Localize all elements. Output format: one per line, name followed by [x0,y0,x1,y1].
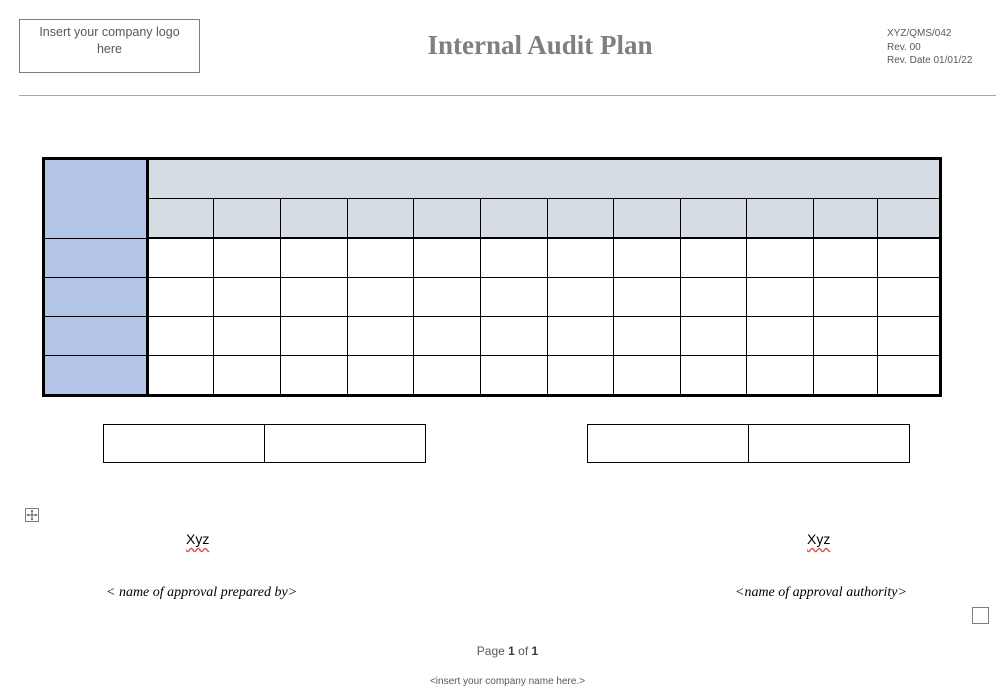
table-cell[interactable] [148,278,214,317]
table-cell[interactable] [281,278,348,317]
row-label-cell[interactable] [44,238,148,278]
footer-company-name: <insert your company name here.> [429,676,586,687]
subheader-cell[interactable] [814,199,878,239]
table-cell[interactable] [214,317,281,356]
signature-cell[interactable] [749,425,910,463]
prepared-by-role: < name of approval prepared by> [106,585,298,600]
table-cell[interactable] [214,278,281,317]
table-cell[interactable] [481,238,548,278]
table-row [44,278,941,317]
table-cell[interactable] [878,356,941,396]
table-cell[interactable] [281,356,348,396]
table-cell[interactable] [747,238,814,278]
table-cell[interactable] [614,238,681,278]
table-cell[interactable] [548,356,614,396]
page-number [0,644,1005,658]
table-cell[interactable] [681,278,747,317]
table-cell[interactable] [414,238,481,278]
subheader-cell[interactable] [414,199,481,239]
document-title: Internal Audit Plan [427,30,653,60]
table-row [44,238,941,278]
table-cell[interactable] [348,317,414,356]
subheader-cell[interactable] [348,199,414,239]
table-cell[interactable] [878,317,941,356]
page-total: 1 [531,644,539,658]
table-cell[interactable] [348,278,414,317]
table-cell[interactable] [281,238,348,278]
table-resize-handle[interactable] [972,607,989,624]
table-header-span-cell[interactable] [148,159,941,199]
table-cell[interactable] [214,238,281,278]
company-logo-placeholder [19,19,200,73]
signature-cell[interactable] [104,425,265,463]
table-cell[interactable] [148,317,214,356]
prepared-by-name: Xyz [186,531,210,547]
approval-authority-role: <name of approval authority> [735,585,907,600]
approved-by-signature-table [587,424,910,463]
row-label-cell[interactable] [44,317,148,356]
doc-code: XYZ/QMS/042 [887,28,952,39]
revision-number: Rev. 00 [887,41,921,53]
table-cell[interactable] [348,356,414,396]
document-info [887,27,972,68]
table-cell[interactable] [281,317,348,356]
subheader-cell[interactable] [214,199,281,239]
subheader-cell[interactable] [148,199,214,239]
table-cell[interactable] [747,356,814,396]
signature-cell[interactable] [265,425,426,463]
page-prefix: Page [476,644,505,658]
logo-placeholder-line2: here [96,42,123,56]
logo-placeholder-line1: Insert your company logo [39,25,180,39]
table-cell[interactable] [614,278,681,317]
table-cell[interactable] [814,356,878,396]
subheader-cell[interactable] [747,199,814,239]
table-cell[interactable] [878,238,941,278]
table-cell[interactable] [814,317,878,356]
table-cell[interactable] [878,278,941,317]
table-subheader-row [44,199,941,239]
subheader-cell[interactable] [548,199,614,239]
row-label-cell[interactable] [44,278,148,317]
table-row [44,317,941,356]
page-of: of [518,644,529,658]
table-cell[interactable] [747,278,814,317]
table-cell[interactable] [414,317,481,356]
table-cell[interactable] [481,356,548,396]
table-header-row [44,159,941,199]
subheader-cell[interactable] [481,199,548,239]
table-cell[interactable] [148,238,214,278]
subheader-cell[interactable] [281,199,348,239]
audit-plan-table [42,157,942,397]
table-cell[interactable] [414,356,481,396]
subheader-cell[interactable] [614,199,681,239]
table-cell[interactable] [814,238,878,278]
table-cell[interactable] [348,238,414,278]
table-corner-cell[interactable] [44,159,148,239]
approved-by-name: Xyz [807,531,831,547]
table-cell[interactable] [414,278,481,317]
page-current: 1 [508,644,515,658]
table-row [44,356,941,396]
table-cell[interactable] [148,356,214,396]
table-cell[interactable] [548,238,614,278]
table-cell[interactable] [681,238,747,278]
subheader-cell[interactable] [681,199,747,239]
table-cell[interactable] [481,278,548,317]
table-cell[interactable] [814,278,878,317]
table-cell[interactable] [747,317,814,356]
table-cell[interactable] [548,278,614,317]
subheader-cell[interactable] [878,199,941,239]
header-divider [19,95,996,96]
signature-cell[interactable] [588,425,749,463]
table-cell[interactable] [614,317,681,356]
table-cell[interactable] [548,317,614,356]
prepared-by-signature-table [103,424,426,463]
row-label-cell[interactable] [44,356,148,396]
table-cell[interactable] [681,317,747,356]
revision-date: Rev. Date 01/01/22 [887,55,973,66]
table-cell[interactable] [614,356,681,396]
table-cell[interactable] [681,356,747,396]
table-cell[interactable] [481,317,548,356]
table-cell[interactable] [214,356,281,396]
move-arrows-icon[interactable] [25,508,39,522]
